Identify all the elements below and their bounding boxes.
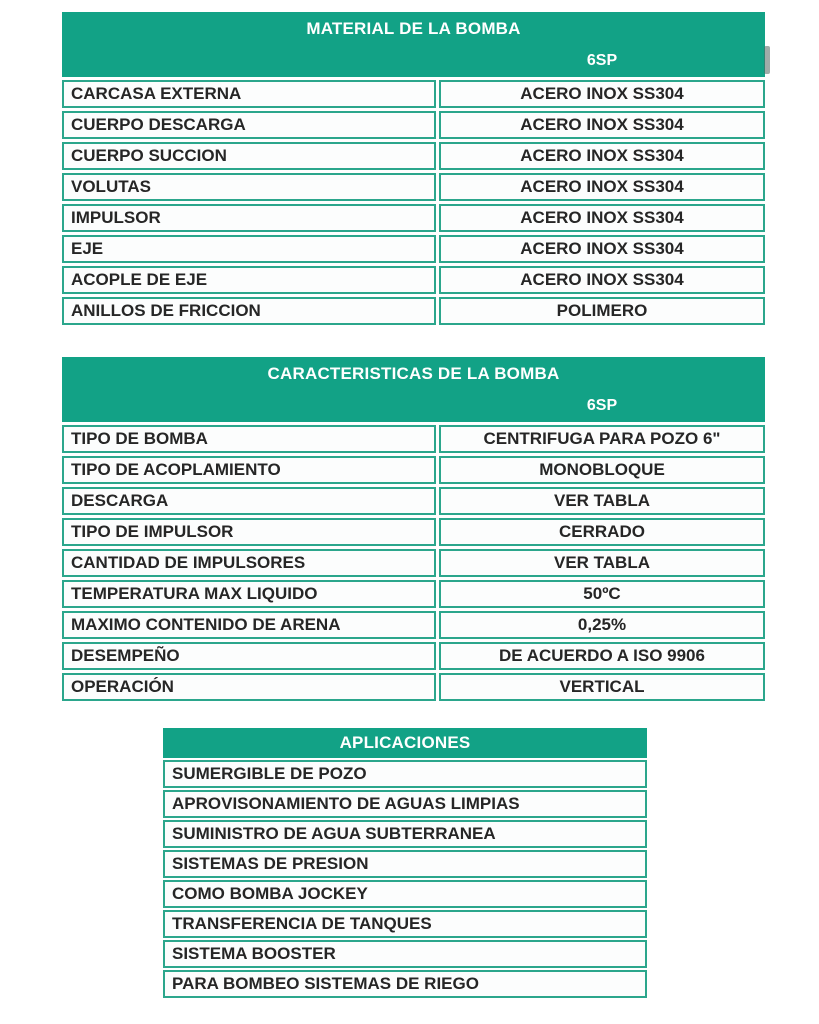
material-row-label: ANILLOS DE FRICCION bbox=[62, 297, 436, 325]
caracteristicas-row-label: TEMPERATURA MAX LIQUIDO bbox=[62, 580, 436, 608]
material-row-value: ACERO INOX SS304 bbox=[439, 235, 765, 263]
material-row-label: CUERPO SUCCION bbox=[62, 142, 436, 170]
caracteristicas-row-value: VER TABLA bbox=[439, 487, 765, 515]
caracteristicas-table bbox=[62, 357, 765, 701]
material-table-title: MATERIAL DE LA BOMBA bbox=[306, 18, 521, 38]
caracteristicas-row-label: TIPO DE IMPULSOR bbox=[62, 518, 436, 546]
material-row-label: EJE bbox=[62, 235, 436, 263]
caracteristicas-model-header: 6SP bbox=[586, 397, 618, 415]
caracteristicas-row-label: OPERACIÓN bbox=[62, 673, 436, 701]
material-row-value: ACERO INOX SS304 bbox=[439, 80, 765, 108]
material-row-value: ACERO INOX SS304 bbox=[439, 173, 765, 201]
caracteristicas-row-label: DESEMPEÑO bbox=[62, 642, 436, 670]
aplicacion-item: SUMERGIBLE DE POZO bbox=[163, 760, 647, 788]
caracteristicas-row-value: CENTRIFUGA PARA POZO 6" bbox=[439, 425, 765, 453]
material-rows bbox=[62, 77, 765, 325]
material-table bbox=[62, 12, 765, 325]
aplicacion-item: SISTEMA BOOSTER bbox=[163, 940, 647, 968]
caracteristicas-row-value: 0,25% bbox=[439, 611, 765, 639]
caracteristicas-model-row bbox=[62, 397, 765, 415]
material-row-label: CUERPO DESCARGA bbox=[62, 111, 436, 139]
table-row bbox=[62, 142, 765, 170]
aplicaciones-table bbox=[163, 728, 647, 998]
table-row bbox=[62, 487, 765, 515]
aplicacion-item: COMO BOMBA JOCKEY bbox=[163, 880, 647, 908]
aplicacion-item: SISTEMAS DE PRESION bbox=[163, 850, 647, 878]
caracteristicas-row-label: MAXIMO CONTENIDO DE ARENA bbox=[62, 611, 436, 639]
table-row bbox=[62, 549, 765, 577]
table-row bbox=[62, 266, 765, 294]
material-row-value: ACERO INOX SS304 bbox=[439, 111, 765, 139]
table-row bbox=[62, 80, 765, 108]
aplicaciones-rows bbox=[163, 758, 647, 998]
caracteristicas-row-value: DE ACUERDO A ISO 9906 bbox=[439, 642, 765, 670]
aplicaciones-table-title: APLICACIONES bbox=[339, 733, 471, 752]
table-row bbox=[62, 111, 765, 139]
aplicaciones-table-header bbox=[163, 728, 647, 758]
caracteristicas-table-header bbox=[62, 357, 765, 422]
table-row bbox=[163, 790, 647, 818]
table-row bbox=[163, 880, 647, 908]
aplicacion-item: PARA BOMBEO SISTEMAS DE RIEGO bbox=[163, 970, 647, 998]
aplicacion-item: SUMINISTRO DE AGUA SUBTERRANEA bbox=[163, 820, 647, 848]
caracteristicas-row-label: TIPO DE BOMBA bbox=[62, 425, 436, 453]
table-row bbox=[62, 173, 765, 201]
material-row-label: IMPULSOR bbox=[62, 204, 436, 232]
material-row-label: ACOPLE DE EJE bbox=[62, 266, 436, 294]
caracteristicas-row-value: CERRADO bbox=[439, 518, 765, 546]
table-row bbox=[163, 760, 647, 788]
table-row bbox=[62, 425, 765, 453]
material-row-value: ACERO INOX SS304 bbox=[439, 266, 765, 294]
caracteristicas-row-value: VERTICAL bbox=[439, 673, 765, 701]
material-row-value: ACERO INOX SS304 bbox=[439, 204, 765, 232]
caracteristicas-row-label: TIPO DE ACOPLAMIENTO bbox=[62, 456, 436, 484]
table-row bbox=[62, 580, 765, 608]
caracteristicas-row-value: 50ºC bbox=[439, 580, 765, 608]
model-header-spacer bbox=[62, 52, 439, 70]
table-row bbox=[62, 518, 765, 546]
material-row-label: CARCASA EXTERNA bbox=[62, 80, 436, 108]
table-row bbox=[163, 970, 647, 998]
table-row bbox=[62, 297, 765, 325]
table-row bbox=[163, 940, 647, 968]
aplicacion-item: TRANSFERENCIA DE TANQUES bbox=[163, 910, 647, 938]
caracteristicas-row-label: DESCARGA bbox=[62, 487, 436, 515]
caracteristicas-row-value: VER TABLA bbox=[439, 549, 765, 577]
table-row bbox=[163, 820, 647, 848]
material-row-value: ACERO INOX SS304 bbox=[439, 142, 765, 170]
table-row bbox=[163, 850, 647, 878]
material-row-value: POLIMERO bbox=[439, 297, 765, 325]
table-row bbox=[62, 456, 765, 484]
table-row bbox=[62, 611, 765, 639]
table-row bbox=[62, 642, 765, 670]
material-model-header: 6SP bbox=[586, 52, 618, 70]
caracteristicas-row-value: MONOBLOQUE bbox=[439, 456, 765, 484]
caracteristicas-table-title: CARACTERISTICAS DE LA BOMBA bbox=[267, 363, 560, 383]
material-table-header bbox=[62, 12, 765, 77]
table-row bbox=[62, 204, 765, 232]
material-row-label: VOLUTAS bbox=[62, 173, 436, 201]
caracteristicas-row-label: CANTIDAD DE IMPULSORES bbox=[62, 549, 436, 577]
table-row bbox=[163, 910, 647, 938]
model-header-spacer bbox=[62, 397, 439, 415]
table-row bbox=[62, 673, 765, 701]
material-model-row bbox=[62, 52, 765, 70]
caracteristicas-rows bbox=[62, 422, 765, 701]
aplicacion-item: APROVISONAMIENTO DE AGUAS LIMPIAS bbox=[163, 790, 647, 818]
table-row bbox=[62, 235, 765, 263]
